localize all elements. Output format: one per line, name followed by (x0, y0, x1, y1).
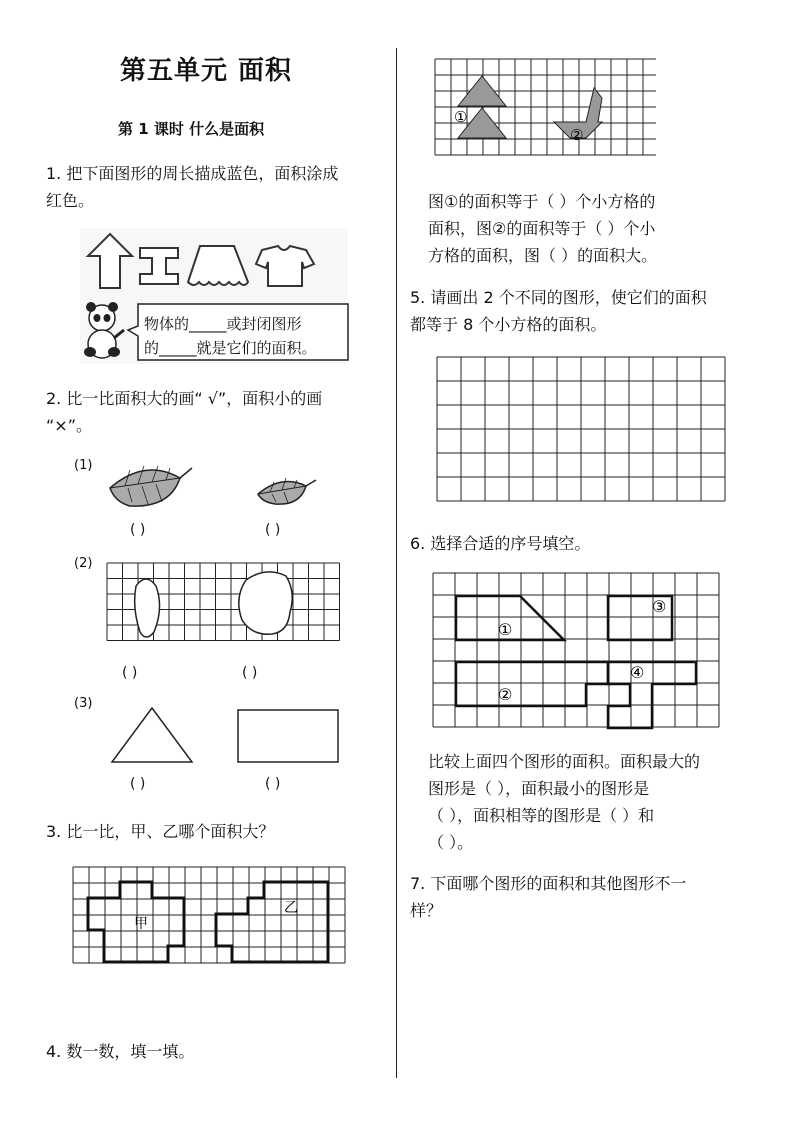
q4-text: 4. 数一数，填一填。 (46, 1042, 195, 1061)
q2-3-answer-right[interactable]: ( ) (265, 776, 281, 792)
q2-grid-figure (106, 562, 344, 654)
q1-bubble-line2: 的_____就是它们的面积。 (144, 339, 317, 357)
q4-answer-line3: 方格的面积，图（ ）的面积大。 (428, 246, 658, 265)
q1-bubble-line1: 物体的_____或封闭图形 (144, 315, 302, 333)
column-divider (396, 48, 397, 1078)
blob-left-shape (135, 579, 160, 637)
q6-answer-line2: 图形是（ ），面积最小的图形是 (428, 779, 650, 798)
q2-3-answer-left[interactable]: ( ) (130, 776, 146, 792)
blob-right-shape (239, 572, 292, 634)
q2-leaves (100, 458, 340, 518)
q1-text-line2: 红色。 (46, 191, 95, 210)
small-leaf-icon (258, 478, 316, 504)
q1-text-line1: 1. 把下面图形的周长描成蓝色，面积涂成 (46, 164, 339, 183)
page-title: 第五单元 面积 (120, 56, 293, 86)
q2-text-line2: “×”。 (46, 416, 92, 435)
q2-1-answer-right[interactable]: ( ) (265, 522, 281, 538)
triangle-shape (112, 708, 192, 762)
q2-2-answer-right[interactable]: ( ) (242, 665, 258, 681)
q7-text-line2: 样？ (410, 901, 443, 920)
q7-text-line1: 7. 下面哪个图形的面积和其他图形不一 (410, 874, 687, 893)
q6-answer-line4: （ ）。 (428, 833, 474, 852)
figure-2-label: ② (570, 126, 584, 144)
figure-4-shape (608, 662, 696, 728)
figure-1-label: ① (498, 620, 513, 639)
q2-shapes (108, 702, 344, 772)
yi-label: 乙 (284, 900, 298, 916)
lesson-subtitle: 第 1 课时 什么是面积 (118, 120, 265, 138)
figure-4-label: ④ (630, 663, 645, 682)
q6-answer-line3: （ ），面积相等的图形是（ ）和 (428, 806, 655, 825)
figure-3-label: ③ (652, 597, 667, 616)
q6-text: 6. 选择合适的序号填空。 (410, 534, 591, 553)
q4-grid-figure (434, 58, 656, 162)
figure-2-shape (456, 662, 608, 706)
jia-label: 甲 (134, 916, 148, 932)
q2-label-1: (1) (74, 458, 93, 473)
q4-answer-line2: 面积，图②的面积等于（ ）个小 (428, 219, 656, 238)
q2-label-3: (3) (74, 696, 93, 711)
q5-text-line1: 5. 请画出 2 个不同的图形，使它们的面积 (410, 288, 707, 307)
q3-text: 3. 比一比，甲、乙哪个面积大？ (46, 822, 275, 841)
q5-drawing-grid[interactable] (436, 356, 726, 504)
q6-answer-line1: 比较上面四个图形的面积。面积最大的 (428, 752, 701, 771)
q2-2-answer-left[interactable]: ( ) (122, 665, 138, 681)
big-leaf-icon (110, 466, 192, 506)
q4-answer-line1: 图①的面积等于（ ）个小方格的 (428, 192, 656, 211)
q6-grid-figure (432, 572, 724, 732)
q2-label-2: (2) (74, 556, 93, 571)
q2-1-answer-left[interactable]: ( ) (130, 522, 146, 538)
q2-text-line1: 2. 比一比面积大的画“ √”，面积小的画 (46, 389, 323, 408)
figure-2-label: ② (498, 685, 513, 704)
figure-1-label: ① (454, 108, 468, 126)
rectangle-shape (238, 710, 338, 762)
q3-grid-figure (72, 866, 346, 976)
q5-text-line2: 都等于 8 个小方格的面积。 (410, 315, 607, 334)
